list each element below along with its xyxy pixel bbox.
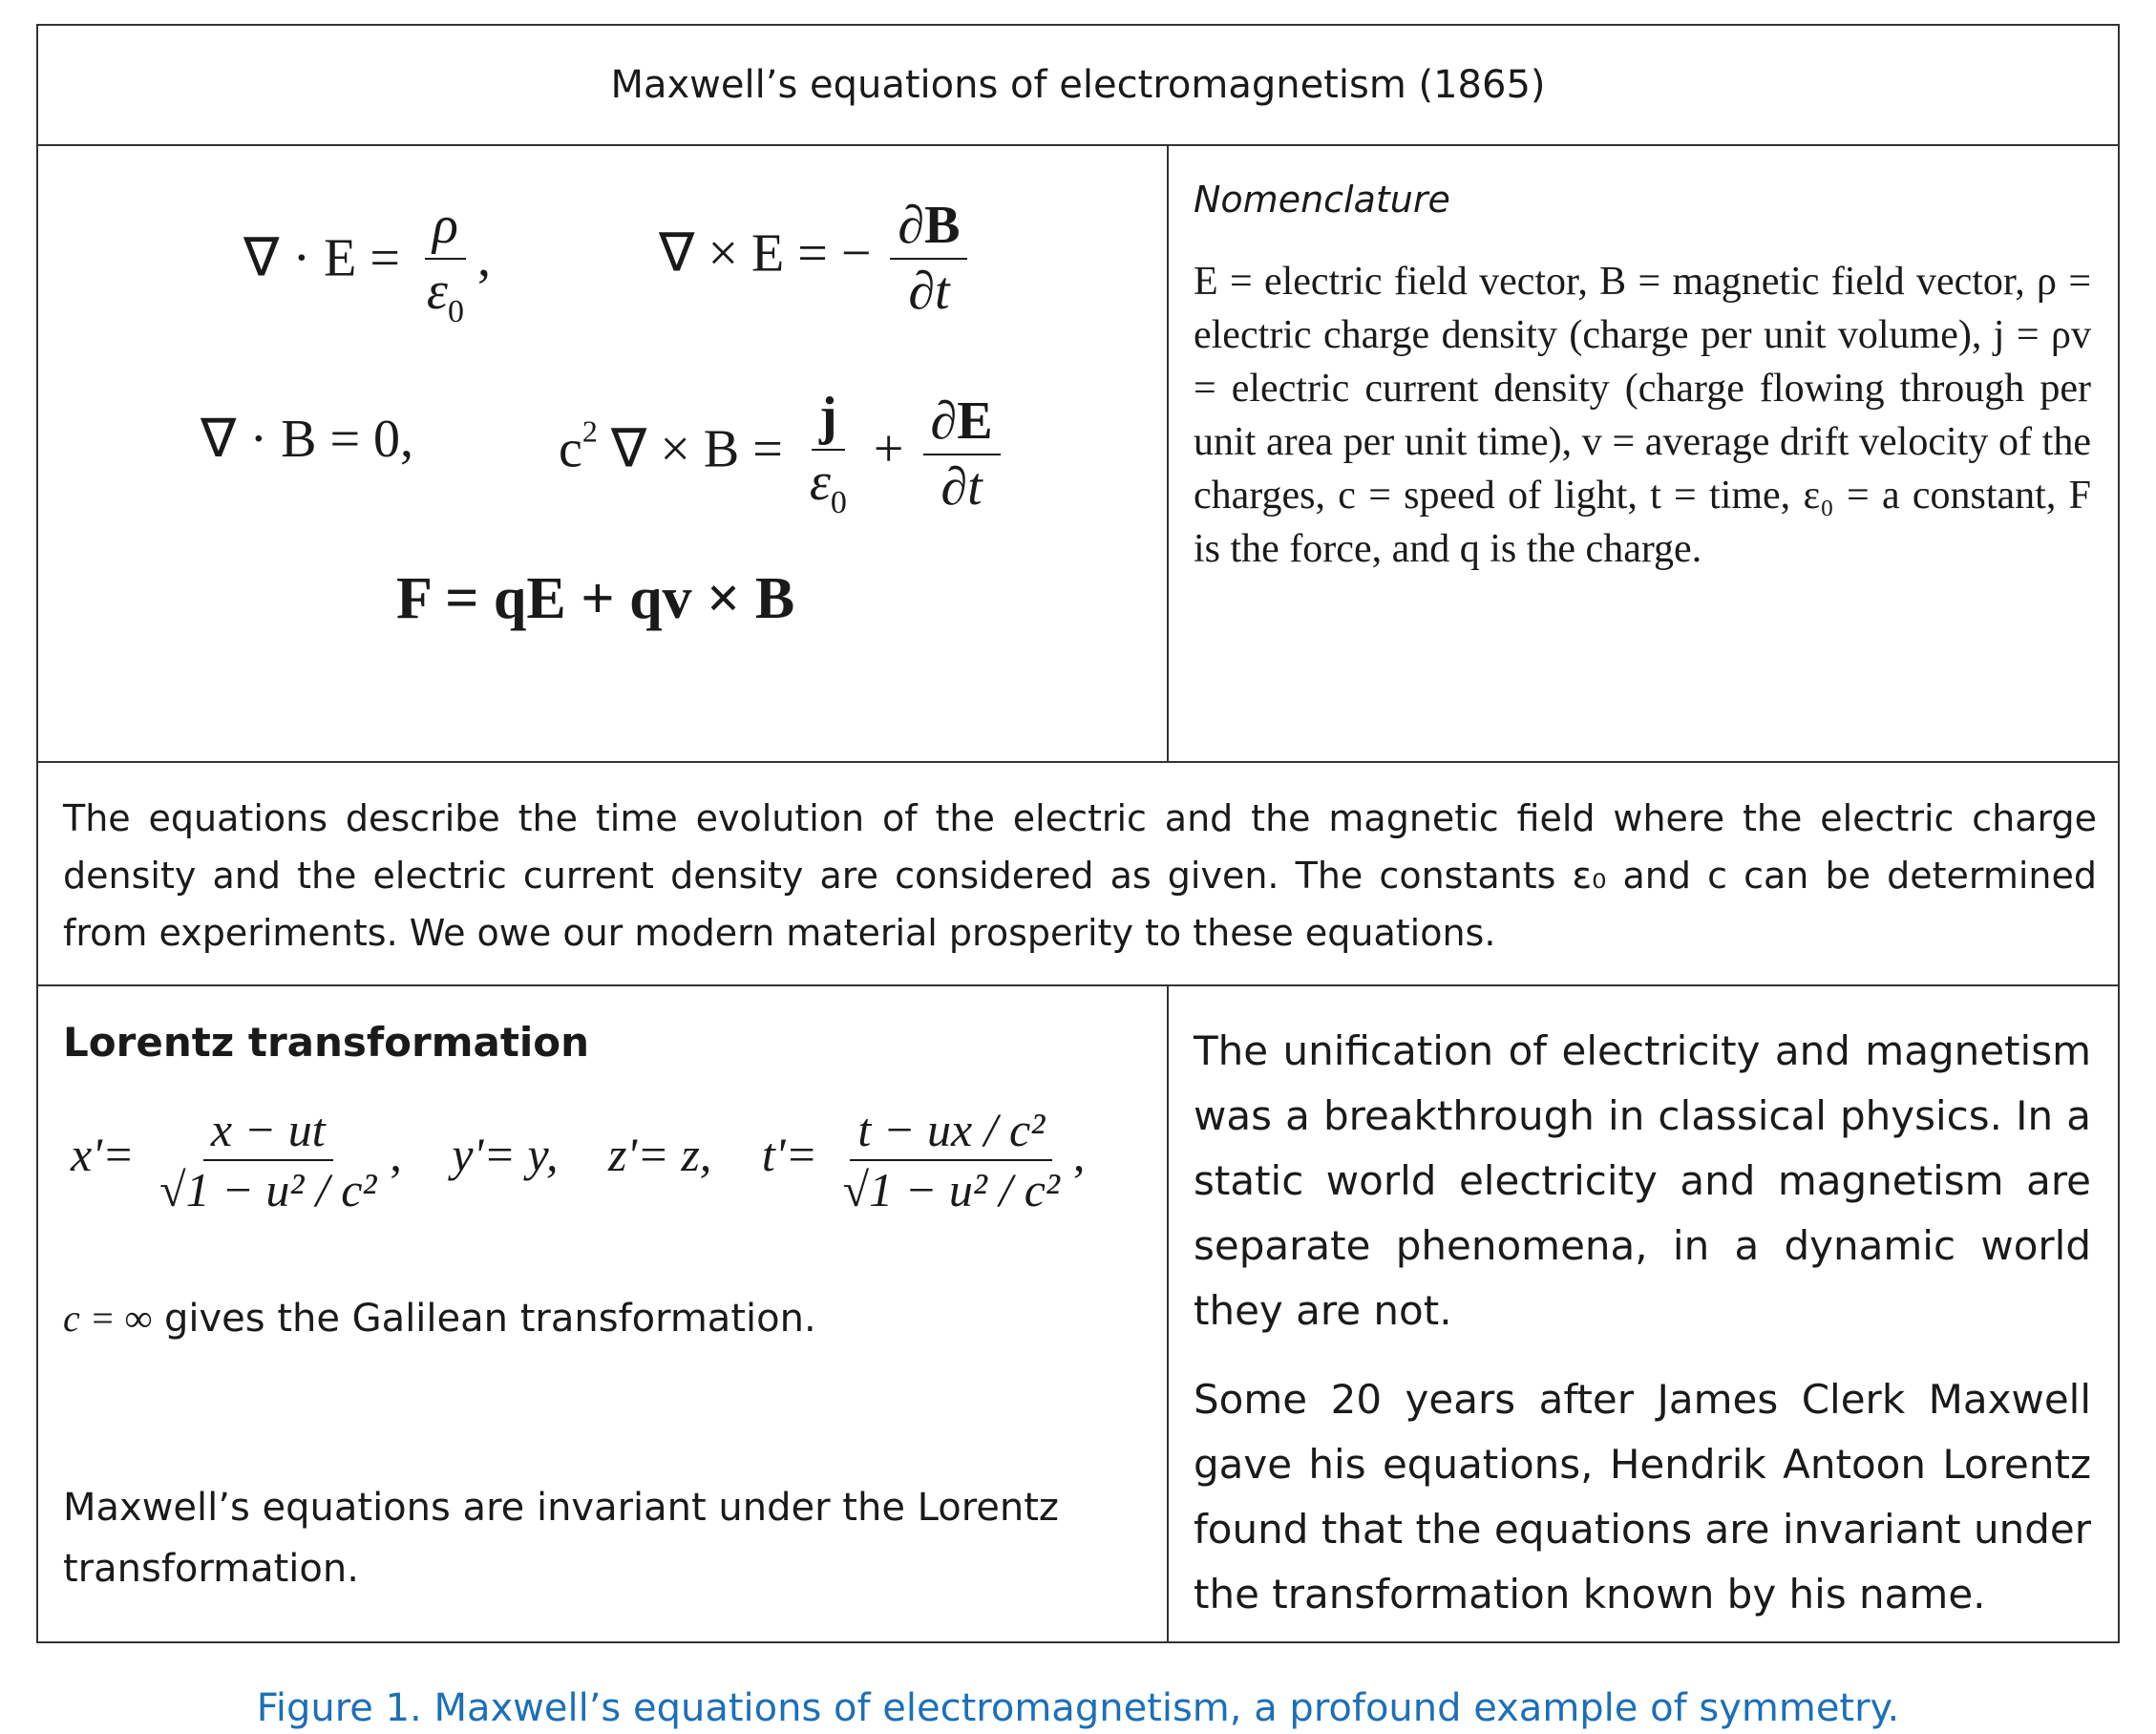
denominator: ∂t bbox=[908, 261, 950, 321]
numerator: j bbox=[812, 389, 845, 451]
comma: , bbox=[390, 1127, 402, 1181]
fraction-current bbox=[802, 389, 855, 519]
divider-title bbox=[38, 144, 2118, 146]
equation-lhs: ∇ × B = bbox=[610, 419, 783, 479]
history-paragraph: Some 20 years after James Clerk Maxwell gave his equations, Hendrik Antoon Lorentz found that the equations are invariant under the transformation known by his name. bbox=[1194, 1376, 2091, 1618]
denominator: √1 − u² / c² bbox=[159, 1162, 377, 1216]
equation-gauss-magnetic: ∇ · B = 0, bbox=[201, 410, 414, 469]
numerator: ∂E bbox=[923, 393, 1001, 455]
nomenclature-text: E = electric field vector, B = magnetic field vector, ρ = electric charge density (charge per unit volume), j = ρv = electric current density (charge flowing through per unit area per unit time), v = average drift velocity of the charges, c = speed of light, t = time, ε₀ = a constant, F is the force, and q is the charge. bbox=[1194, 260, 2091, 571]
denominator: √1 − u² / c² bbox=[842, 1162, 1060, 1216]
comma: , bbox=[476, 228, 491, 288]
fraction-t bbox=[835, 1105, 1067, 1215]
table-title: Maxwell’s equations of electromagnetism (1865) bbox=[610, 63, 1546, 107]
galilean-note bbox=[63, 1296, 816, 1341]
fraction bbox=[419, 198, 472, 328]
unification-paragraph: The unification of electricity and magnetism was a breakthrough in classical physics. In a static world electricity and magnetism are separate phenomena, in a dynamic world they are not. bbox=[1194, 1027, 2091, 1334]
comma: , bbox=[1072, 1127, 1086, 1181]
equation-ampere-maxwell bbox=[559, 389, 1006, 519]
z-prime: z'= z, bbox=[607, 1127, 712, 1181]
lorentz-transformation-equations bbox=[71, 1105, 1085, 1215]
plus-sign: + bbox=[873, 419, 904, 479]
equation-gauss-electric bbox=[243, 198, 491, 328]
fraction-displacement bbox=[923, 393, 1001, 516]
galilean-math: c = ∞ bbox=[63, 1297, 153, 1340]
lorentz-heading: Lorentz transformation bbox=[63, 1019, 590, 1066]
fraction bbox=[890, 198, 967, 320]
numerator: ∂B bbox=[890, 198, 967, 260]
divider-vertical-bottom bbox=[1167, 984, 1169, 1641]
description-paragraph: The equations describe the time evolution of the electric and the magnetic field where the electric charge density and the electric current density are considered as given. The constants ε₀ and c can be determined from experiments. We owe our modern material prosperity to these equations. bbox=[63, 797, 2097, 954]
invariance-note: Maxwell’s equations are invariant under the Lorentz transformation. bbox=[63, 1486, 1059, 1591]
fraction-x bbox=[152, 1105, 384, 1215]
numerator: t − ux / c² bbox=[850, 1105, 1052, 1161]
y-prime: y'= y, bbox=[452, 1127, 559, 1181]
divider-description bbox=[38, 984, 2118, 986]
figure-table bbox=[36, 24, 2120, 1643]
equation-lhs: ∇ × E = − bbox=[659, 223, 872, 284]
equation-lorentz-force: F = qE + qv × B bbox=[396, 566, 795, 631]
t-prime-lhs: t'= bbox=[761, 1127, 818, 1181]
denominator: ∂t bbox=[941, 456, 983, 517]
denominator: ε bbox=[809, 452, 831, 512]
equation-faraday bbox=[659, 198, 973, 320]
numerator: x − ut bbox=[203, 1105, 333, 1161]
denominator: ε bbox=[426, 261, 448, 321]
x-prime-lhs: x'= bbox=[71, 1127, 135, 1181]
equation-lhs: ∇ · E = bbox=[243, 228, 400, 288]
galilean-text: gives the Galilean transformation. bbox=[152, 1297, 816, 1341]
subscript: 0 bbox=[447, 293, 464, 329]
numerator: ρ bbox=[425, 198, 466, 260]
divider-vertical-top bbox=[1167, 144, 1169, 761]
divider-equations bbox=[38, 761, 2118, 763]
figure-caption: Figure 1. Maxwell’s equations of electromagnetism, a profound example of symmetry. bbox=[256, 1686, 1900, 1730]
superscript: 2 bbox=[581, 413, 598, 449]
nomenclature-heading: Nomenclature bbox=[1194, 179, 1450, 221]
speed-of-light: c bbox=[559, 419, 582, 479]
subscript: 0 bbox=[830, 484, 847, 520]
